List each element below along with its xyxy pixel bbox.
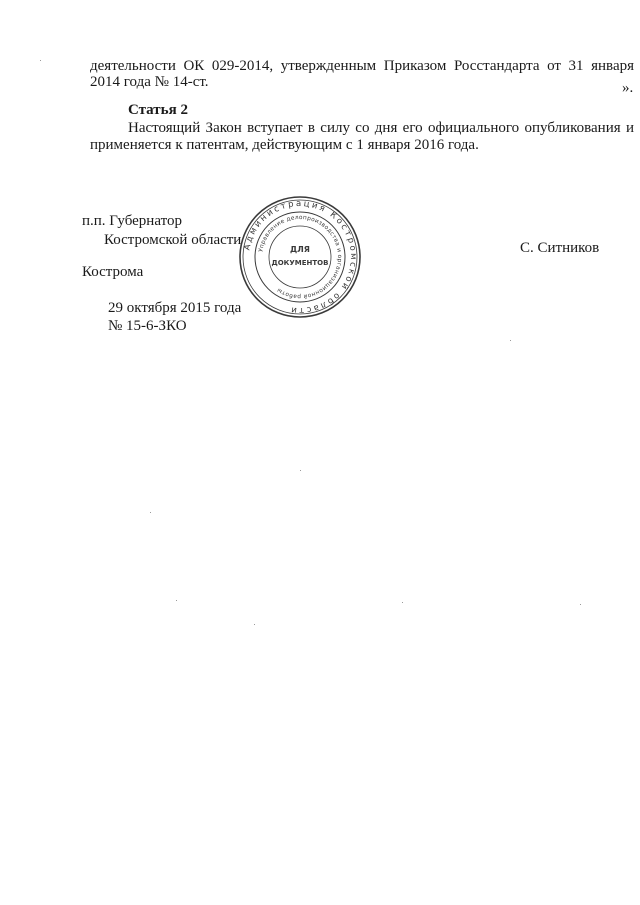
closing-quote: ». <box>622 80 634 96</box>
city: Кострома <box>82 264 144 280</box>
seal-center-line-1: ДЛЯ <box>290 245 310 254</box>
seal-outer-text: Администрация Костромской области <box>242 198 359 316</box>
document-number: № 15-6-ЗКО <box>108 318 187 334</box>
scan-speck <box>150 512 151 513</box>
svg-text:Управление делопроизводства и <box>258 215 342 300</box>
scan-speck <box>510 340 511 341</box>
seal-inner-text: Управление делопроизводства и организационной работы <box>258 214 343 300</box>
article-title: Статья 2 <box>128 102 188 118</box>
signature-line-2: Костромской области <box>104 232 242 248</box>
scan-speck <box>176 600 177 601</box>
article-line-2: применяется к патентам, действующим с 1 января 2016 года. <box>90 137 479 153</box>
scan-speck <box>40 60 41 61</box>
signature-line-1: п.п. Губернатор <box>82 213 182 229</box>
scan-speck <box>300 470 301 471</box>
paragraph-line-1: деятельности ОК 029-2014, утвержденным Приказом Росстандарта от 31 января <box>90 58 634 74</box>
scan-speck <box>580 604 581 605</box>
article-line-1: Настоящий Закон вступает в силу со дня его официального опубликования и <box>128 120 634 136</box>
paragraph-line-2: 2014 года № 14-ст. <box>90 74 209 90</box>
signer-name: С. Ситников <box>520 240 600 256</box>
scan-speck <box>402 602 403 603</box>
date: 29 октября 2015 года <box>108 300 242 316</box>
seal-center-line-2: ДОКУМЕНТОВ <box>271 259 329 267</box>
official-seal-stamp <box>238 195 362 319</box>
scan-speck <box>254 624 255 625</box>
